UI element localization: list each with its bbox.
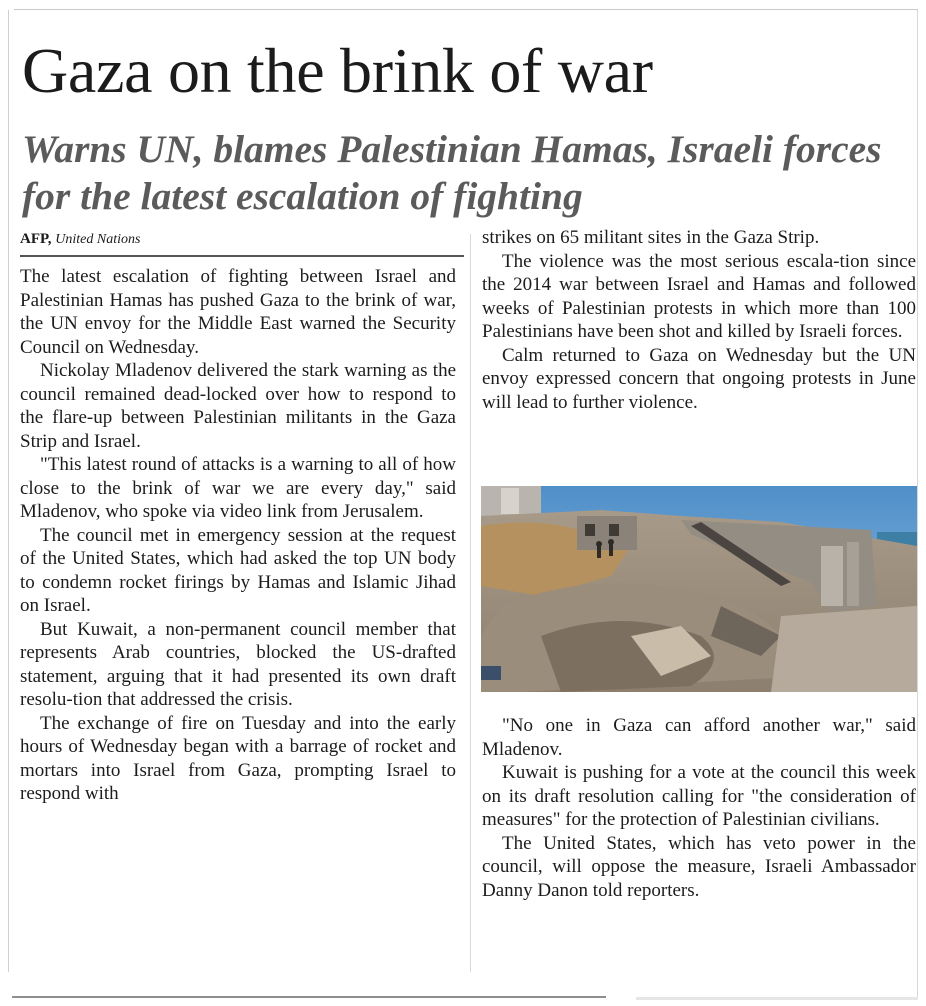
headline: Gaza on the brink of war [22, 35, 653, 106]
left-column [20, 265, 456, 806]
paragraph: "No one in Gaza can afford another war," said Mladenov. [482, 715, 916, 760]
paragraph: The council met in emergency session at the request of the United States, which had asked the top UN body to condemn rocket firings by Hamas and Islamic Jihad on Israel. [20, 524, 456, 616]
paragraph: Nickolay Mladenov delivered the stark warning as the council remained dead-locked over how to respond to the flare-up between Palestinian militants in the Gaza Strip and Israel. [20, 360, 456, 452]
column-divider [470, 234, 471, 972]
news-photo [481, 486, 917, 692]
subheadline: Warns UN, blames Palestinian Hamas, Israeli forces for the latest escalation of fighting [22, 127, 882, 218]
paragraph: The United States, which has veto power in the council, will oppose the measure, Israeli Ambassador Danny Danon told reporters. [482, 832, 916, 901]
right-column-bottom [482, 714, 916, 902]
byline-rule [20, 255, 464, 257]
byline [20, 229, 140, 250]
paragraph: The violence was the most serious escala-tion since the 2014 war between Israel and Hamas and followed weeks of Palestinian protests in which more than 100 Palestinians have been shot and killed by Israeli forces. [482, 250, 916, 342]
byline-agency: AFP, [20, 231, 52, 247]
paragraph: The latest escalation of fighting between Israel and Palestinian Hamas has pushed Gaza to the brink of war, the UN envoy for the Middle East warned the Security Council on Wednesday. [20, 266, 456, 358]
paragraph: But Kuwait, a non-permanent council member that represents Arab countries, blocked the US-drafted statement, arguing that it had presented its own draft resolu-tion that addressed the crisis. [20, 618, 456, 710]
page-border-top [14, 9, 918, 10]
page-border-left [8, 10, 9, 972]
paragraph: Calm returned to Gaza on Wednesday but the UN envoy expressed concern that ongoing protests in June will lead to further violence. [482, 344, 916, 413]
paragraph: Kuwait is pushing for a vote at the council this week on its draft resolution calling for "the consideration of measures" for the protection of Palestinian civilians. [482, 762, 916, 830]
page-border-right [917, 10, 918, 1000]
byline-location: United Nations [55, 232, 141, 247]
page-border-bottom [12, 996, 606, 998]
right-column-top [482, 226, 916, 414]
rubble-photo-illustration [481, 486, 917, 692]
paragraph-continuation: strikes on 65 militant sites in the Gaza Strip. [482, 227, 820, 248]
paragraph: The exchange of fire on Tuesday and into the early hours of Wednesday began with a barrage of rocket and mortars into Israel from Gaza, prompting Israel to respond with [20, 712, 456, 804]
paragraph: "This latest round of attacks is a warning to all of how close to the brink of war we are every day," said Mladenov, who spoke via video link from Jerusalem. [20, 454, 456, 522]
page-border-bottom-right [636, 997, 918, 1000]
